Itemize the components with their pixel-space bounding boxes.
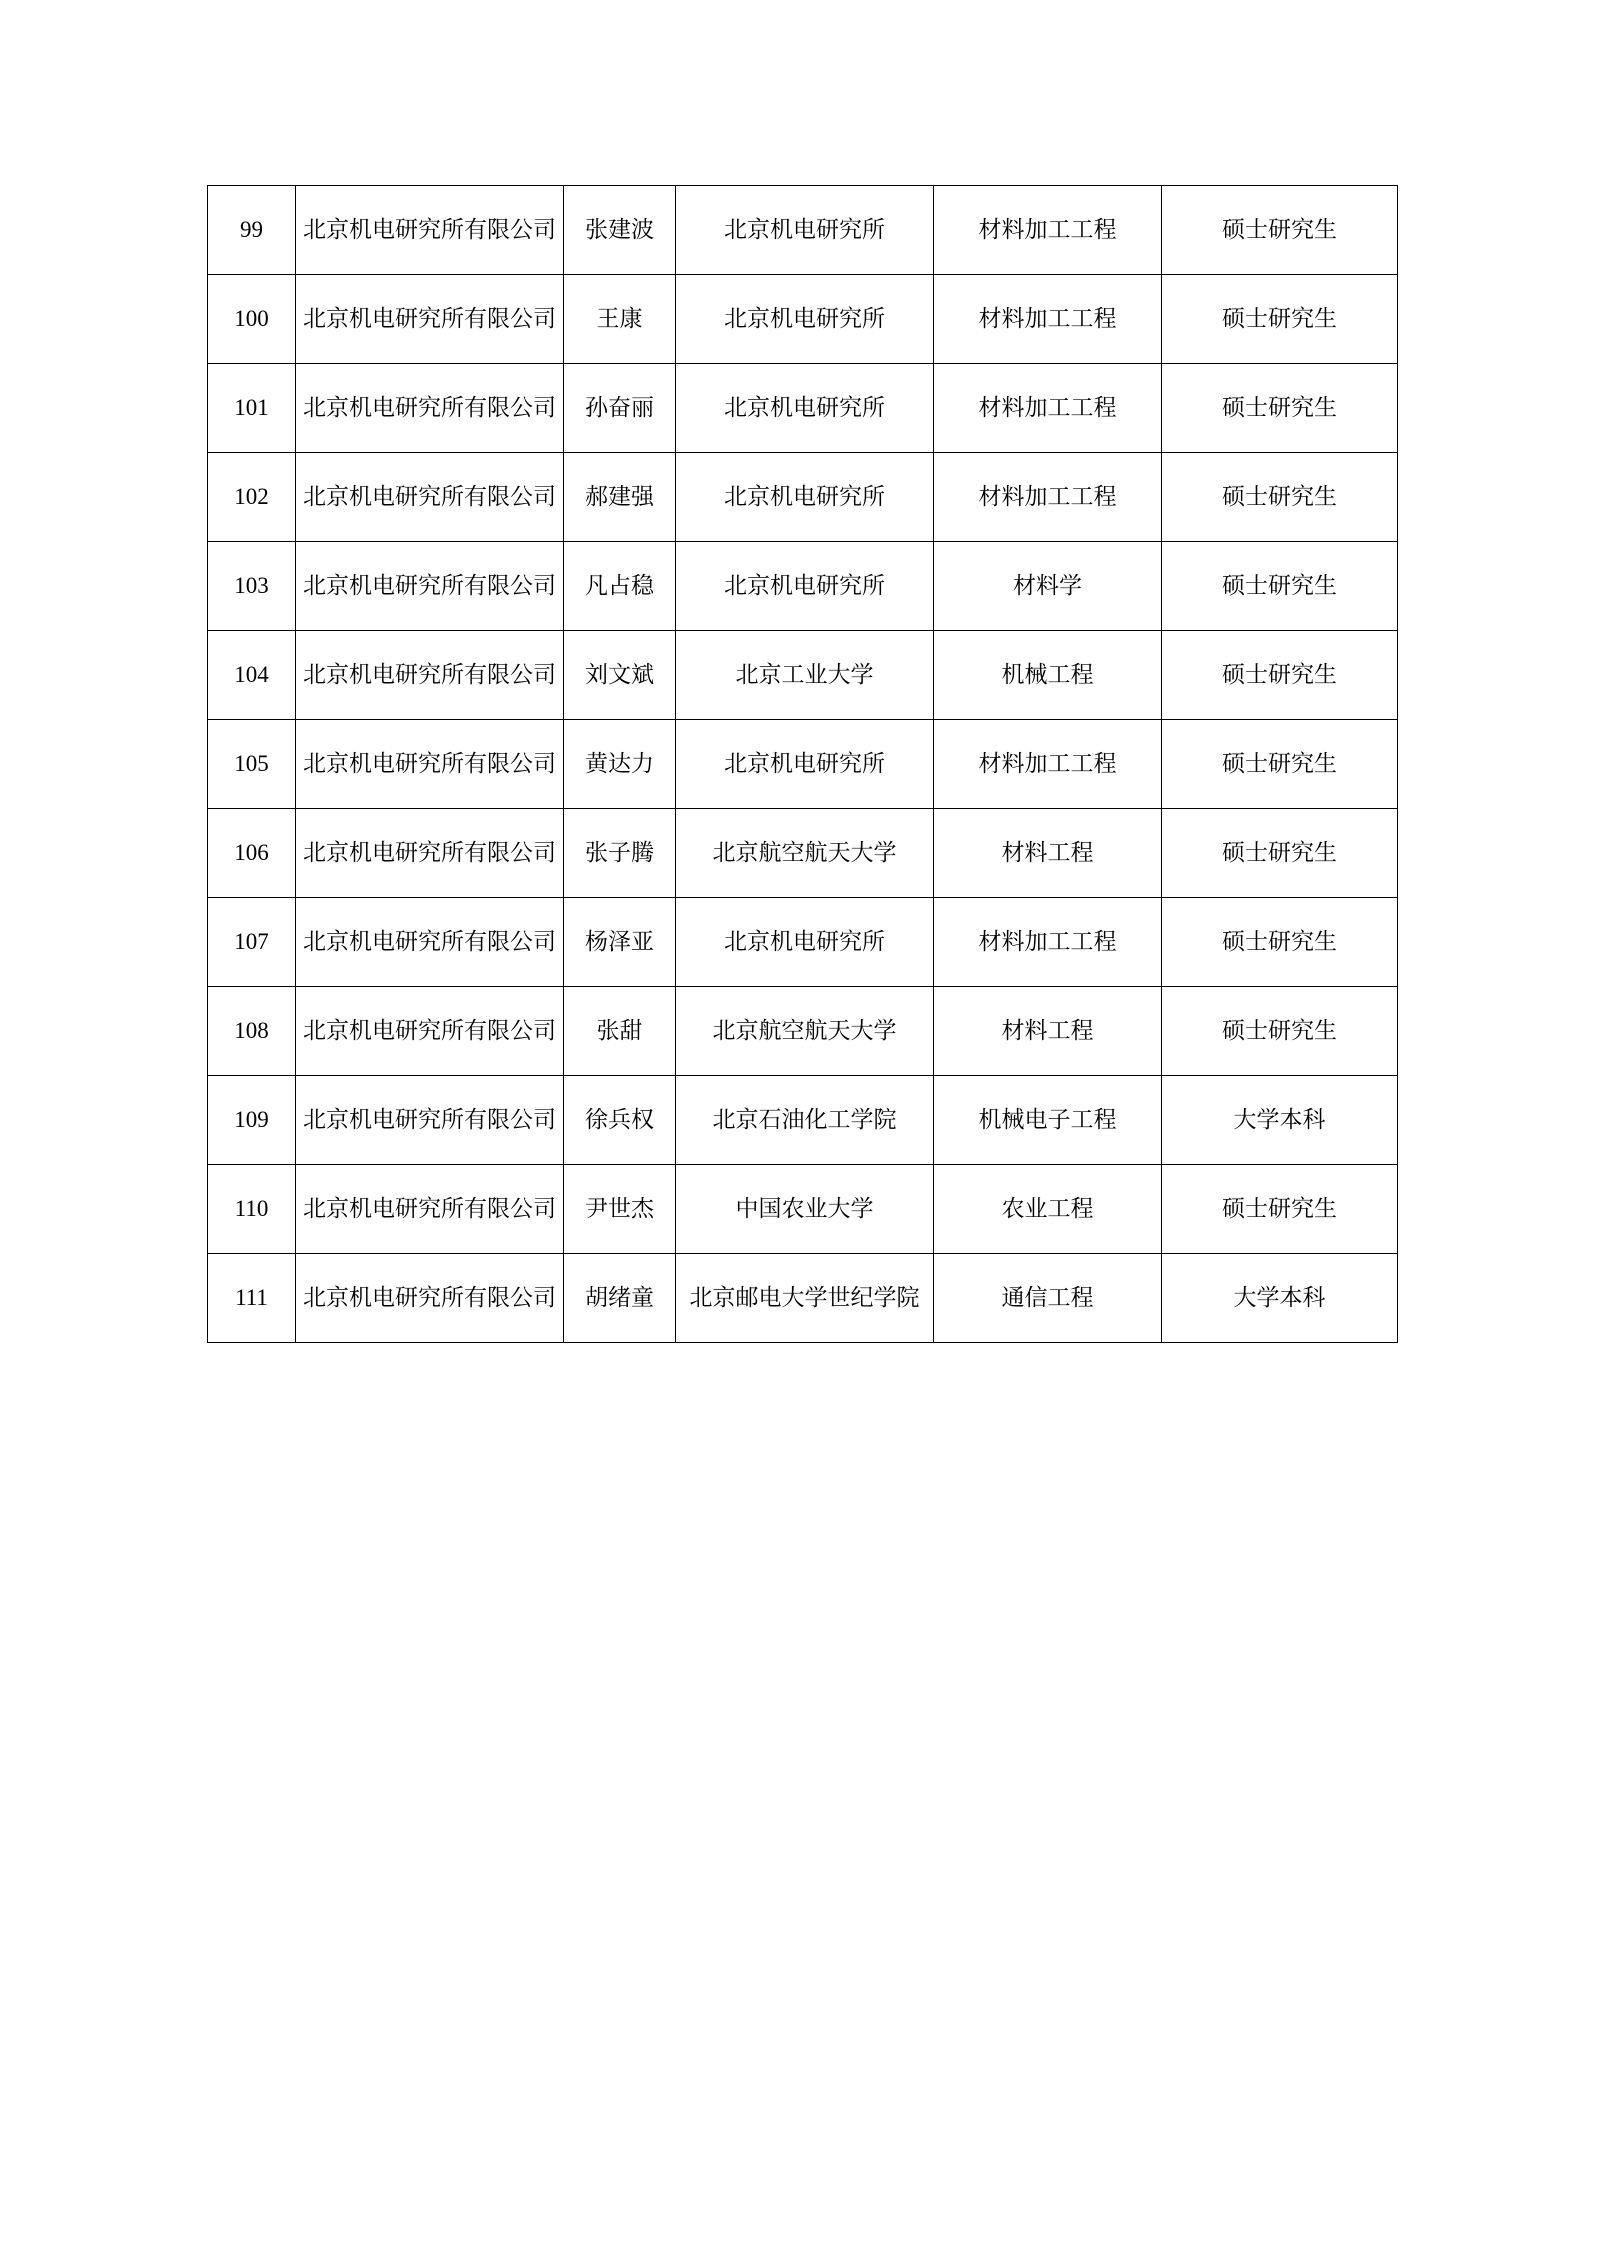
- cell-unit: 北京机电研究所有限公司: [296, 542, 564, 631]
- cell-school: 北京机电研究所: [676, 364, 934, 453]
- cell-major: 材料加工工程: [934, 364, 1162, 453]
- cell-school: 北京航空航天大学: [676, 987, 934, 1076]
- cell-name: 孙奋丽: [564, 364, 676, 453]
- cell-major: 材料加工工程: [934, 898, 1162, 987]
- cell-name: 王康: [564, 275, 676, 364]
- table-row: [208, 898, 1398, 987]
- cell-unit: 北京机电研究所有限公司: [296, 275, 564, 364]
- cell-name: 徐兵权: [564, 1076, 676, 1165]
- cell-unit: 北京机电研究所有限公司: [296, 364, 564, 453]
- table-row: [208, 1254, 1398, 1343]
- cell-degree: 硕士研究生: [1162, 987, 1398, 1076]
- cell-degree: 硕士研究生: [1162, 364, 1398, 453]
- cell-unit: 北京机电研究所有限公司: [296, 898, 564, 987]
- cell-unit: 北京机电研究所有限公司: [296, 631, 564, 720]
- table-row: [208, 186, 1398, 275]
- cell-degree: 硕士研究生: [1162, 631, 1398, 720]
- cell-index: 102: [208, 453, 296, 542]
- cell-unit: 北京机电研究所有限公司: [296, 1254, 564, 1343]
- cell-degree: 硕士研究生: [1162, 275, 1398, 364]
- cell-degree: 硕士研究生: [1162, 1165, 1398, 1254]
- cell-unit: 北京机电研究所有限公司: [296, 720, 564, 809]
- cell-school: 北京机电研究所: [676, 186, 934, 275]
- cell-major: 材料加工工程: [934, 453, 1162, 542]
- table-row: [208, 987, 1398, 1076]
- cell-index: 103: [208, 542, 296, 631]
- table-row: [208, 720, 1398, 809]
- cell-index: 101: [208, 364, 296, 453]
- cell-index: 107: [208, 898, 296, 987]
- cell-index: 109: [208, 1076, 296, 1165]
- roster-table: [207, 185, 1398, 1343]
- cell-school: 中国农业大学: [676, 1165, 934, 1254]
- cell-index: 105: [208, 720, 296, 809]
- cell-name: 黄达力: [564, 720, 676, 809]
- cell-index: 106: [208, 809, 296, 898]
- table-row: [208, 631, 1398, 720]
- cell-name: 尹世杰: [564, 1165, 676, 1254]
- table-row: [208, 809, 1398, 898]
- cell-index: 111: [208, 1254, 296, 1343]
- cell-name: 凡占稳: [564, 542, 676, 631]
- cell-index: 108: [208, 987, 296, 1076]
- cell-major: 农业工程: [934, 1165, 1162, 1254]
- cell-degree: 硕士研究生: [1162, 898, 1398, 987]
- cell-index: 110: [208, 1165, 296, 1254]
- cell-school: 北京邮电大学世纪学院: [676, 1254, 934, 1343]
- cell-degree: 大学本科: [1162, 1254, 1398, 1343]
- cell-name: 张甜: [564, 987, 676, 1076]
- cell-major: 材料加工工程: [934, 275, 1162, 364]
- table-row: [208, 453, 1398, 542]
- cell-degree: 硕士研究生: [1162, 542, 1398, 631]
- cell-index: 104: [208, 631, 296, 720]
- cell-unit: 北京机电研究所有限公司: [296, 809, 564, 898]
- cell-degree: 大学本科: [1162, 1076, 1398, 1165]
- cell-major: 材料加工工程: [934, 186, 1162, 275]
- cell-school: 北京机电研究所: [676, 720, 934, 809]
- cell-unit: 北京机电研究所有限公司: [296, 186, 564, 275]
- cell-degree: 硕士研究生: [1162, 186, 1398, 275]
- cell-major: 材料加工工程: [934, 720, 1162, 809]
- cell-school: 北京机电研究所: [676, 898, 934, 987]
- cell-major: 材料工程: [934, 809, 1162, 898]
- table-row: [208, 364, 1398, 453]
- roster-table-container: [207, 185, 1397, 1343]
- cell-school: 北京工业大学: [676, 631, 934, 720]
- cell-index: 99: [208, 186, 296, 275]
- cell-school: 北京机电研究所: [676, 542, 934, 631]
- table-row: [208, 275, 1398, 364]
- cell-school: 北京石油化工学院: [676, 1076, 934, 1165]
- cell-school: 北京航空航天大学: [676, 809, 934, 898]
- cell-major: 机械工程: [934, 631, 1162, 720]
- cell-name: 郝建强: [564, 453, 676, 542]
- table-row: [208, 1076, 1398, 1165]
- cell-index: 100: [208, 275, 296, 364]
- table-row: [208, 1165, 1398, 1254]
- cell-unit: 北京机电研究所有限公司: [296, 1165, 564, 1254]
- cell-major: 材料工程: [934, 987, 1162, 1076]
- roster-table-body: [208, 186, 1398, 1343]
- cell-major: 通信工程: [934, 1254, 1162, 1343]
- cell-degree: 硕士研究生: [1162, 720, 1398, 809]
- cell-name: 胡绪童: [564, 1254, 676, 1343]
- cell-name: 张子腾: [564, 809, 676, 898]
- cell-unit: 北京机电研究所有限公司: [296, 987, 564, 1076]
- cell-unit: 北京机电研究所有限公司: [296, 1076, 564, 1165]
- cell-degree: 硕士研究生: [1162, 809, 1398, 898]
- cell-name: 杨泽亚: [564, 898, 676, 987]
- cell-unit: 北京机电研究所有限公司: [296, 453, 564, 542]
- cell-name: 刘文斌: [564, 631, 676, 720]
- cell-major: 材料学: [934, 542, 1162, 631]
- cell-school: 北京机电研究所: [676, 453, 934, 542]
- cell-school: 北京机电研究所: [676, 275, 934, 364]
- table-row: [208, 542, 1398, 631]
- cell-degree: 硕士研究生: [1162, 453, 1398, 542]
- cell-name: 张建波: [564, 186, 676, 275]
- cell-major: 机械电子工程: [934, 1076, 1162, 1165]
